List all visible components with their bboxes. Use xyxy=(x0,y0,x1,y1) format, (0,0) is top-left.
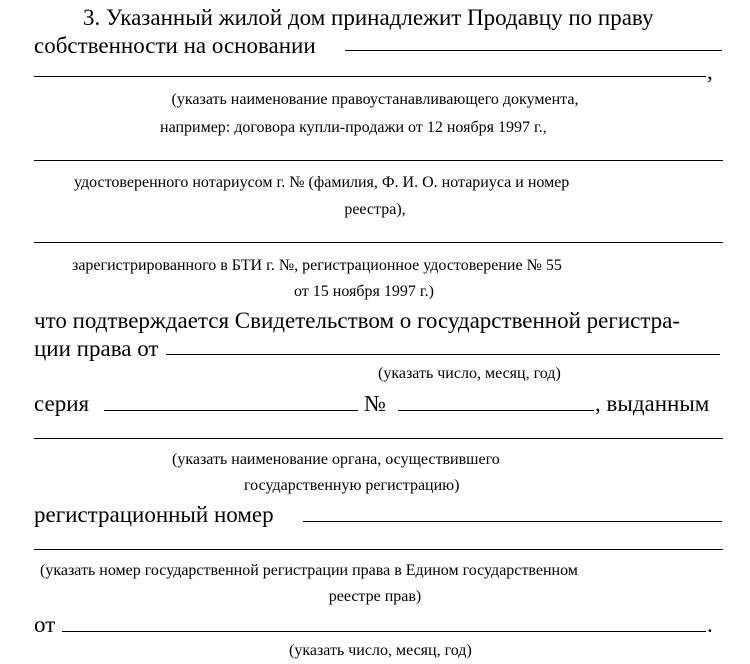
hint-document-name: (указать наименование правоустанавливающего документа, xyxy=(171,91,579,108)
hint-bti-registration: зарегистрированного в БТИ г. №, регистрационное удостоверение № 55 xyxy=(72,257,562,274)
hint-registration-date: (указать число, месяц, год) xyxy=(289,642,472,659)
number-sign: № xyxy=(364,391,386,416)
certificate-date-blank-line[interactable] xyxy=(166,354,720,355)
registration-date-blank-line[interactable] xyxy=(62,631,706,632)
hint-certificate-date: (указать число, месяц, год) xyxy=(378,365,561,382)
hint-state-registration: государственную регистрацию) xyxy=(244,477,460,494)
document-details-blank-line[interactable] xyxy=(34,160,723,161)
certificate-number-blank-line[interactable] xyxy=(398,410,594,411)
hint-notary: удостоверенного нотариусом г. № (фамилия, Ф. И. О. нотариуса и номер xyxy=(74,174,570,191)
hint-registry: реестра), xyxy=(344,201,406,218)
paragraph-line-2: собственности на основании xyxy=(34,33,316,58)
issuing-authority-blank-line[interactable] xyxy=(34,438,723,439)
hint-unified-registry: (указать номер государственной регистрации права в Едином государственном xyxy=(40,562,578,579)
hint-authority: (указать наименование органа, осуществившего xyxy=(172,451,500,468)
registration-number-label: регистрационный номер xyxy=(34,502,274,527)
issued-by-label: , выданным xyxy=(595,391,710,416)
basis-blank-line[interactable] xyxy=(345,50,722,51)
paragraph-line-3: что подтверждается Свидетельством о государственной регистра- xyxy=(34,308,681,333)
hint-document-example: например: договора купли-продажи от 12 ноября 1997 г., xyxy=(160,119,547,136)
series-label: серия xyxy=(34,391,90,416)
comma-mark: , xyxy=(707,59,713,84)
series-blank-line[interactable] xyxy=(104,410,358,411)
notary-blank-line[interactable] xyxy=(34,242,723,243)
from-label: от xyxy=(34,612,56,637)
hint-rights-registry: реестре прав) xyxy=(328,588,422,605)
registration-number-continuation-line[interactable] xyxy=(34,549,723,550)
paragraph-line-4: ции права от xyxy=(34,336,159,361)
hint-bti-date: от 15 ноября 1997 г.) xyxy=(294,283,434,300)
period-mark: . xyxy=(707,612,713,637)
registration-number-blank-line[interactable] xyxy=(303,521,722,522)
basis-continuation-blank-line[interactable] xyxy=(34,76,706,77)
paragraph-line-1: 3. Указанный жилой дом принадлежит Продавцу по праву xyxy=(83,5,654,30)
